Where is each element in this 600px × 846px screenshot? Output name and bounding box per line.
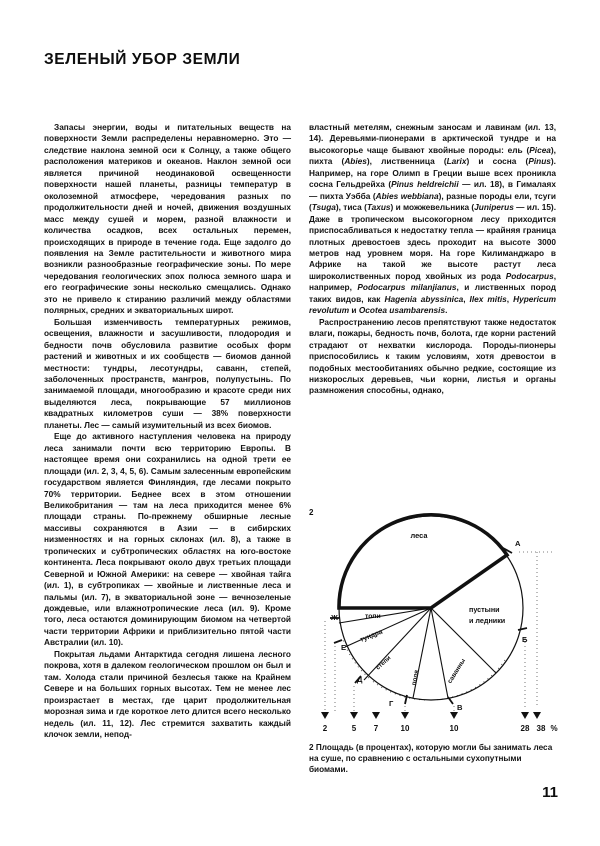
- figure-pie-chart: [309, 490, 559, 740]
- paragraph: Распространению лесов препятствуют также недостаток влаги, пожары, бедность почв, болота, где корни растений страдают от нехватки кислорода. Породы-пионеры приспособились к таким условиям, хотя древостои в подобных местообитаниях обычно редкие, состоящие из низкорослых деревьев, чьи корни, листья и органы размножения способны, однако,: [309, 316, 556, 396]
- slice-deserts-edge: [431, 555, 507, 608]
- label-bogs: топи: [365, 613, 381, 620]
- marker-d: Д: [357, 675, 363, 684]
- scale-value-28: 28: [520, 724, 530, 733]
- marker-zh: Ж: [331, 613, 338, 622]
- dotted-arc: [429, 660, 505, 700]
- marker-g: Г: [389, 699, 394, 708]
- figure-number: 2: [309, 508, 314, 517]
- scale-value-7: 7: [373, 724, 379, 733]
- caption-number: 2: [309, 743, 314, 752]
- marker-v: В: [457, 703, 463, 712]
- scale-value-2: 2: [322, 724, 328, 733]
- scale-value-10b: 10: [449, 724, 459, 733]
- slice-bogs-edge: [339, 608, 431, 623]
- paragraph: Покрытая льдами Антарктида сегодня лишена лесного покрова, хотя в далеком геологическом прошлом он был и там. Холода стали причиной безлесья также на Крайнем Севере и на больших горных высотах. Тем не менее лес произрастает в местах, где царит продолжительная морозная зима и где короткое лето длится всего несколько недель (ил. 11, 12). Лес стремится захватить каждый клочок земли, непод-: [44, 648, 291, 740]
- paragraph: властный метелям, снежным заносам и лавинам (ил. 13, 14). Деревьями-пионерами в арктической тундре и на высокогорье чаще бывают хвойные породы: ель (Picea), пихта (Abies), лиственница (Larix) и сосна (Pinus). Например, на горе Олимп в Греции выше всех проникла сосна Гельдрейха (Pinus heldreichii — ил. 18), в Гималаях — пихта Уэбба (Abies webbiana), разные породы ели, тсуги (Tsuga), тиса (Taxus) и можжевельника (Juniperus — ил. 15). Даже в тропическом высокогорном лесу приходится приспосабливаться к недостатку тепла — крайняя граница плотных древостоев здесь проходит на высоте 3000 метров над уровнем моря. На горе Килиманджаро в Африке на такой же высоте растут леса широколиственных пород хвойных из рода Podocarpus, например, Podocarpus milanjianus, и лиственных пород таких видов, как Hagenia abyssinica, Ilex mitis, Hypericum revolutum и Ocotea usambarensis.: [309, 122, 556, 316]
- left-text-column: [44, 122, 291, 740]
- slice-tundra-edge: [345, 608, 431, 647]
- label-deserts-line1: пустыни: [469, 605, 500, 614]
- label-steppes: степи: [374, 654, 393, 672]
- right-text-column: [309, 122, 556, 397]
- page-number: 11: [542, 784, 558, 801]
- paragraph: Большая изменчивость температурных режимов, освещения, влажности и засушливости, плодородия и бедности почв обусловила развитие особых форм растений и животных и их сообществ — биомов данной местности: тундры, лесотундры, саванн, степей, заболоченных пространств, мангров, полупустынь. По занимаемой площади, многообразию и красоте среди них выделяются леса, покрывающие 57 миллионов квадратных километров суши — 38% поверхности планеты. Лес — самый изумительный из всех биомов.: [44, 316, 291, 430]
- label-tundra: тундра: [359, 628, 384, 644]
- slice-savanna-edge-lower: [431, 608, 448, 698]
- slice-forests: [339, 515, 507, 608]
- scale-value-10a: 10: [400, 724, 410, 733]
- paragraph: Запасы энергии, воды и питательных веществ на поверхности Земли распределены неравномерно. Это — следствие наклона земной оси к Солнцу, а также общего расположения материков и океанов. Наклон земной оси является причиной неодинаковой освещенности поверхности нашей планеты, разницы температур в околоземной атмосфере, чередования разных по продолжительности дней и ночей, движения воздушных масс между сушей и морем, разной влажности и количества осадков, всех остальных перемен, происходящих в природе в течение года. Еще задолго до появления на Земле растительности и животного мира возникли разнообразные географические зоны. По мере чередования геологических эпох полюса земного шара и его географические зоны несколько смещались. Однако это не привело к стиранию различий между областями полярных, средних и экваториальных широт.: [44, 122, 291, 316]
- paragraph: Еще до активного наступления человека на природу леса занимали почти всю территорию Европы. В настоящее время они сохранились на одной трети ее площади (ил. 2, 3, 4, 5, 6). Самым залесенным европейским государством является Финляндия, где лесами покрыто 70% территории. Беднее всех в этом отношении Великобритания — там на леса приходится менее 6% площади страны. По-прежнему обширные лесные массивы сохраняются в Азии — в сибирских низменностях и на горных склонах (ил. 8), а также в тропических и субтропических областях на юго-востоке континента. Леса покрывают около двух третьих площади Северной и Южной Америки: на севере — хвойная тайга (ил. 1), в субтропиках — хвойные и лиственные леса и пальмы (ил. 7), в экваториальной зоне — вечнозеленые дождевые, или влажнотропические леса (ил. 9). Кроме того, леса остаются доминирующим биомом на четвертой части территории Африки и приблизительно пятой части Австралии (ил. 10).: [44, 431, 291, 648]
- scale-value-38: 38: [536, 724, 546, 733]
- page-title: ЗЕЛЕНЫЙ УБОР ЗЕМЛИ: [44, 51, 241, 69]
- figure-caption: [309, 742, 559, 776]
- pie-chart-svg: [309, 490, 559, 740]
- scale-value-5: 5: [351, 724, 357, 733]
- scale-arrows: [321, 712, 541, 719]
- marker-e: Е: [341, 643, 347, 652]
- caption-text: Площадь (в процентах), которую могли бы занимать леса на суше, по сравнению с остальными сухопутными биомами.: [309, 743, 553, 775]
- marker-a: А: [515, 539, 521, 548]
- marker-b: Б: [522, 635, 528, 644]
- label-fields: поля: [410, 669, 421, 686]
- label-savanna: саванны: [446, 657, 468, 685]
- percent-symbol: %: [550, 724, 558, 733]
- label-forests: леса: [410, 531, 428, 540]
- label-deserts-line2: и ледники: [469, 616, 506, 625]
